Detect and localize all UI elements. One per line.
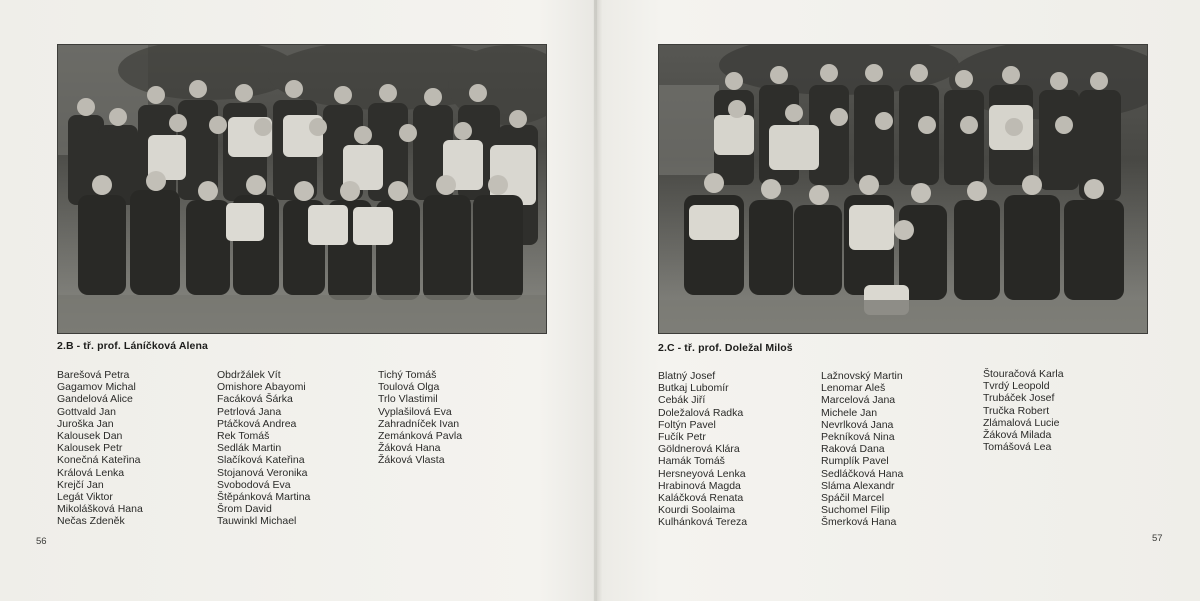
list-item: Sedláčková Hana	[821, 467, 904, 480]
list-item: Gottvald Jan	[57, 405, 116, 418]
list-item: Gagamov Michal	[57, 381, 136, 394]
list-item: Sedlák Martin	[217, 442, 282, 455]
list-item: Konečná Kateřina	[57, 454, 141, 467]
list-item: Šmerková Hana	[821, 516, 897, 529]
student-list-column-1	[57, 369, 143, 527]
list-item: Petrlová Jana	[217, 405, 282, 418]
list-item: Hersneyová Lenka	[658, 467, 746, 480]
list-item: Blatný Josef	[658, 370, 716, 382]
list-item: Svobodová Eva	[217, 478, 291, 491]
list-item: Raková Dana	[821, 443, 885, 456]
list-item: Žáková Vlasta	[378, 454, 445, 467]
list-item: Kalousek Dan	[57, 429, 123, 442]
list-item: Šrom David	[217, 503, 272, 516]
class-photo-2b	[57, 44, 547, 334]
list-item: Marcelová Jana	[821, 394, 896, 407]
list-item: Štouračová Karla	[983, 368, 1064, 380]
left-page	[0, 0, 595, 601]
list-item: Tauwinkl Michael	[217, 515, 297, 528]
list-item: Slačíková Kateřina	[217, 454, 305, 467]
list-item: Kourdi Soolaima	[658, 504, 736, 517]
list-item: Králová Lenka	[57, 466, 125, 479]
list-item: Nečas Zdeněk	[57, 515, 125, 528]
list-item: Nevrlková Jana	[821, 418, 894, 431]
list-item: Kalousek Petr	[57, 442, 123, 455]
list-item: Barešová Petra	[57, 369, 130, 381]
list-item: Hrabinová Magda	[658, 479, 741, 492]
list-item: Fučík Petr	[658, 430, 706, 443]
student-list-column-2	[217, 369, 310, 527]
student-list-column-2	[821, 370, 903, 528]
class-photo-2b-image	[58, 45, 546, 333]
list-item: Lažnovský Martin	[821, 370, 903, 382]
list-item: Facáková Šárka	[217, 393, 293, 406]
list-item: Vyplašilová Eva	[378, 405, 452, 418]
list-item: Žáková Milada	[983, 428, 1052, 441]
page-number-left: 56	[36, 536, 47, 547]
list-item: Štěpánková Martina	[217, 490, 311, 503]
list-item: Cebák Jiří	[658, 394, 706, 407]
list-item: Tichý Tomáš	[378, 369, 437, 381]
class-photo-2c-image	[659, 45, 1147, 333]
page-number-right: 57	[1152, 533, 1163, 544]
student-list-column-1	[658, 370, 747, 528]
student-list-column-3	[983, 368, 1064, 453]
class-photo-2c	[658, 44, 1148, 334]
list-item: Omishore Abayomi	[217, 381, 306, 394]
right-page	[600, 0, 1200, 601]
list-item: Legát Viktor	[57, 490, 113, 503]
list-item: Foltýn Pavel	[658, 418, 716, 431]
list-item: Zlámalová Lucie	[983, 416, 1060, 429]
list-item: Butkaj Lubomír	[658, 382, 729, 395]
list-item: Tomášová Lea	[983, 441, 1052, 454]
list-item: Spáčil Marcel	[821, 491, 885, 504]
list-item: Mikolášková Hana	[57, 503, 143, 516]
class-caption-2c: 2.C - tř. prof. Doležal Miloš	[658, 342, 793, 354]
list-item: Toulová Olga	[378, 381, 440, 394]
list-item: Tvrdý Leopold	[983, 380, 1050, 393]
list-item: Lenomar Aleš	[821, 382, 886, 395]
list-item: Gandelová Alice	[57, 393, 133, 406]
list-item: Pekníková Nina	[821, 430, 895, 443]
student-list-column-3	[378, 369, 462, 467]
list-item: Trlo Vlastimil	[378, 393, 438, 406]
list-item: Stojanová Veronika	[217, 466, 308, 479]
list-item: Trubáček Josef	[983, 392, 1055, 405]
list-item: Göldnerová Klára	[658, 443, 740, 456]
list-item: Krejčí Jan	[57, 478, 104, 491]
list-item: Doležalová Radka	[658, 406, 744, 419]
list-item: Obdržálek Vít	[217, 369, 281, 381]
list-item: Juroška Jan	[57, 417, 114, 430]
class-caption-2b: 2.B - tř. prof. Láníčková Alena	[57, 340, 208, 352]
list-item: Žáková Hana	[378, 442, 441, 455]
list-item: Sláma Alexandr	[821, 479, 895, 492]
list-item: Hamák Tomáš	[658, 455, 725, 468]
list-item: Michele Jan	[821, 406, 878, 419]
list-item: Kulhánková Tereza	[658, 516, 748, 529]
list-item: Kaláčková Renata	[658, 491, 744, 504]
list-item: Rumplík Pavel	[821, 455, 889, 468]
list-item: Zemánková Pavla	[378, 429, 463, 442]
list-item: Rek Tomáš	[217, 429, 270, 442]
list-item: Suchomel Filip	[821, 504, 890, 517]
list-item: Tručka Robert	[983, 404, 1050, 417]
list-item: Zahradníček Ivan	[378, 417, 460, 430]
list-item: Ptáčková Andrea	[217, 417, 297, 430]
